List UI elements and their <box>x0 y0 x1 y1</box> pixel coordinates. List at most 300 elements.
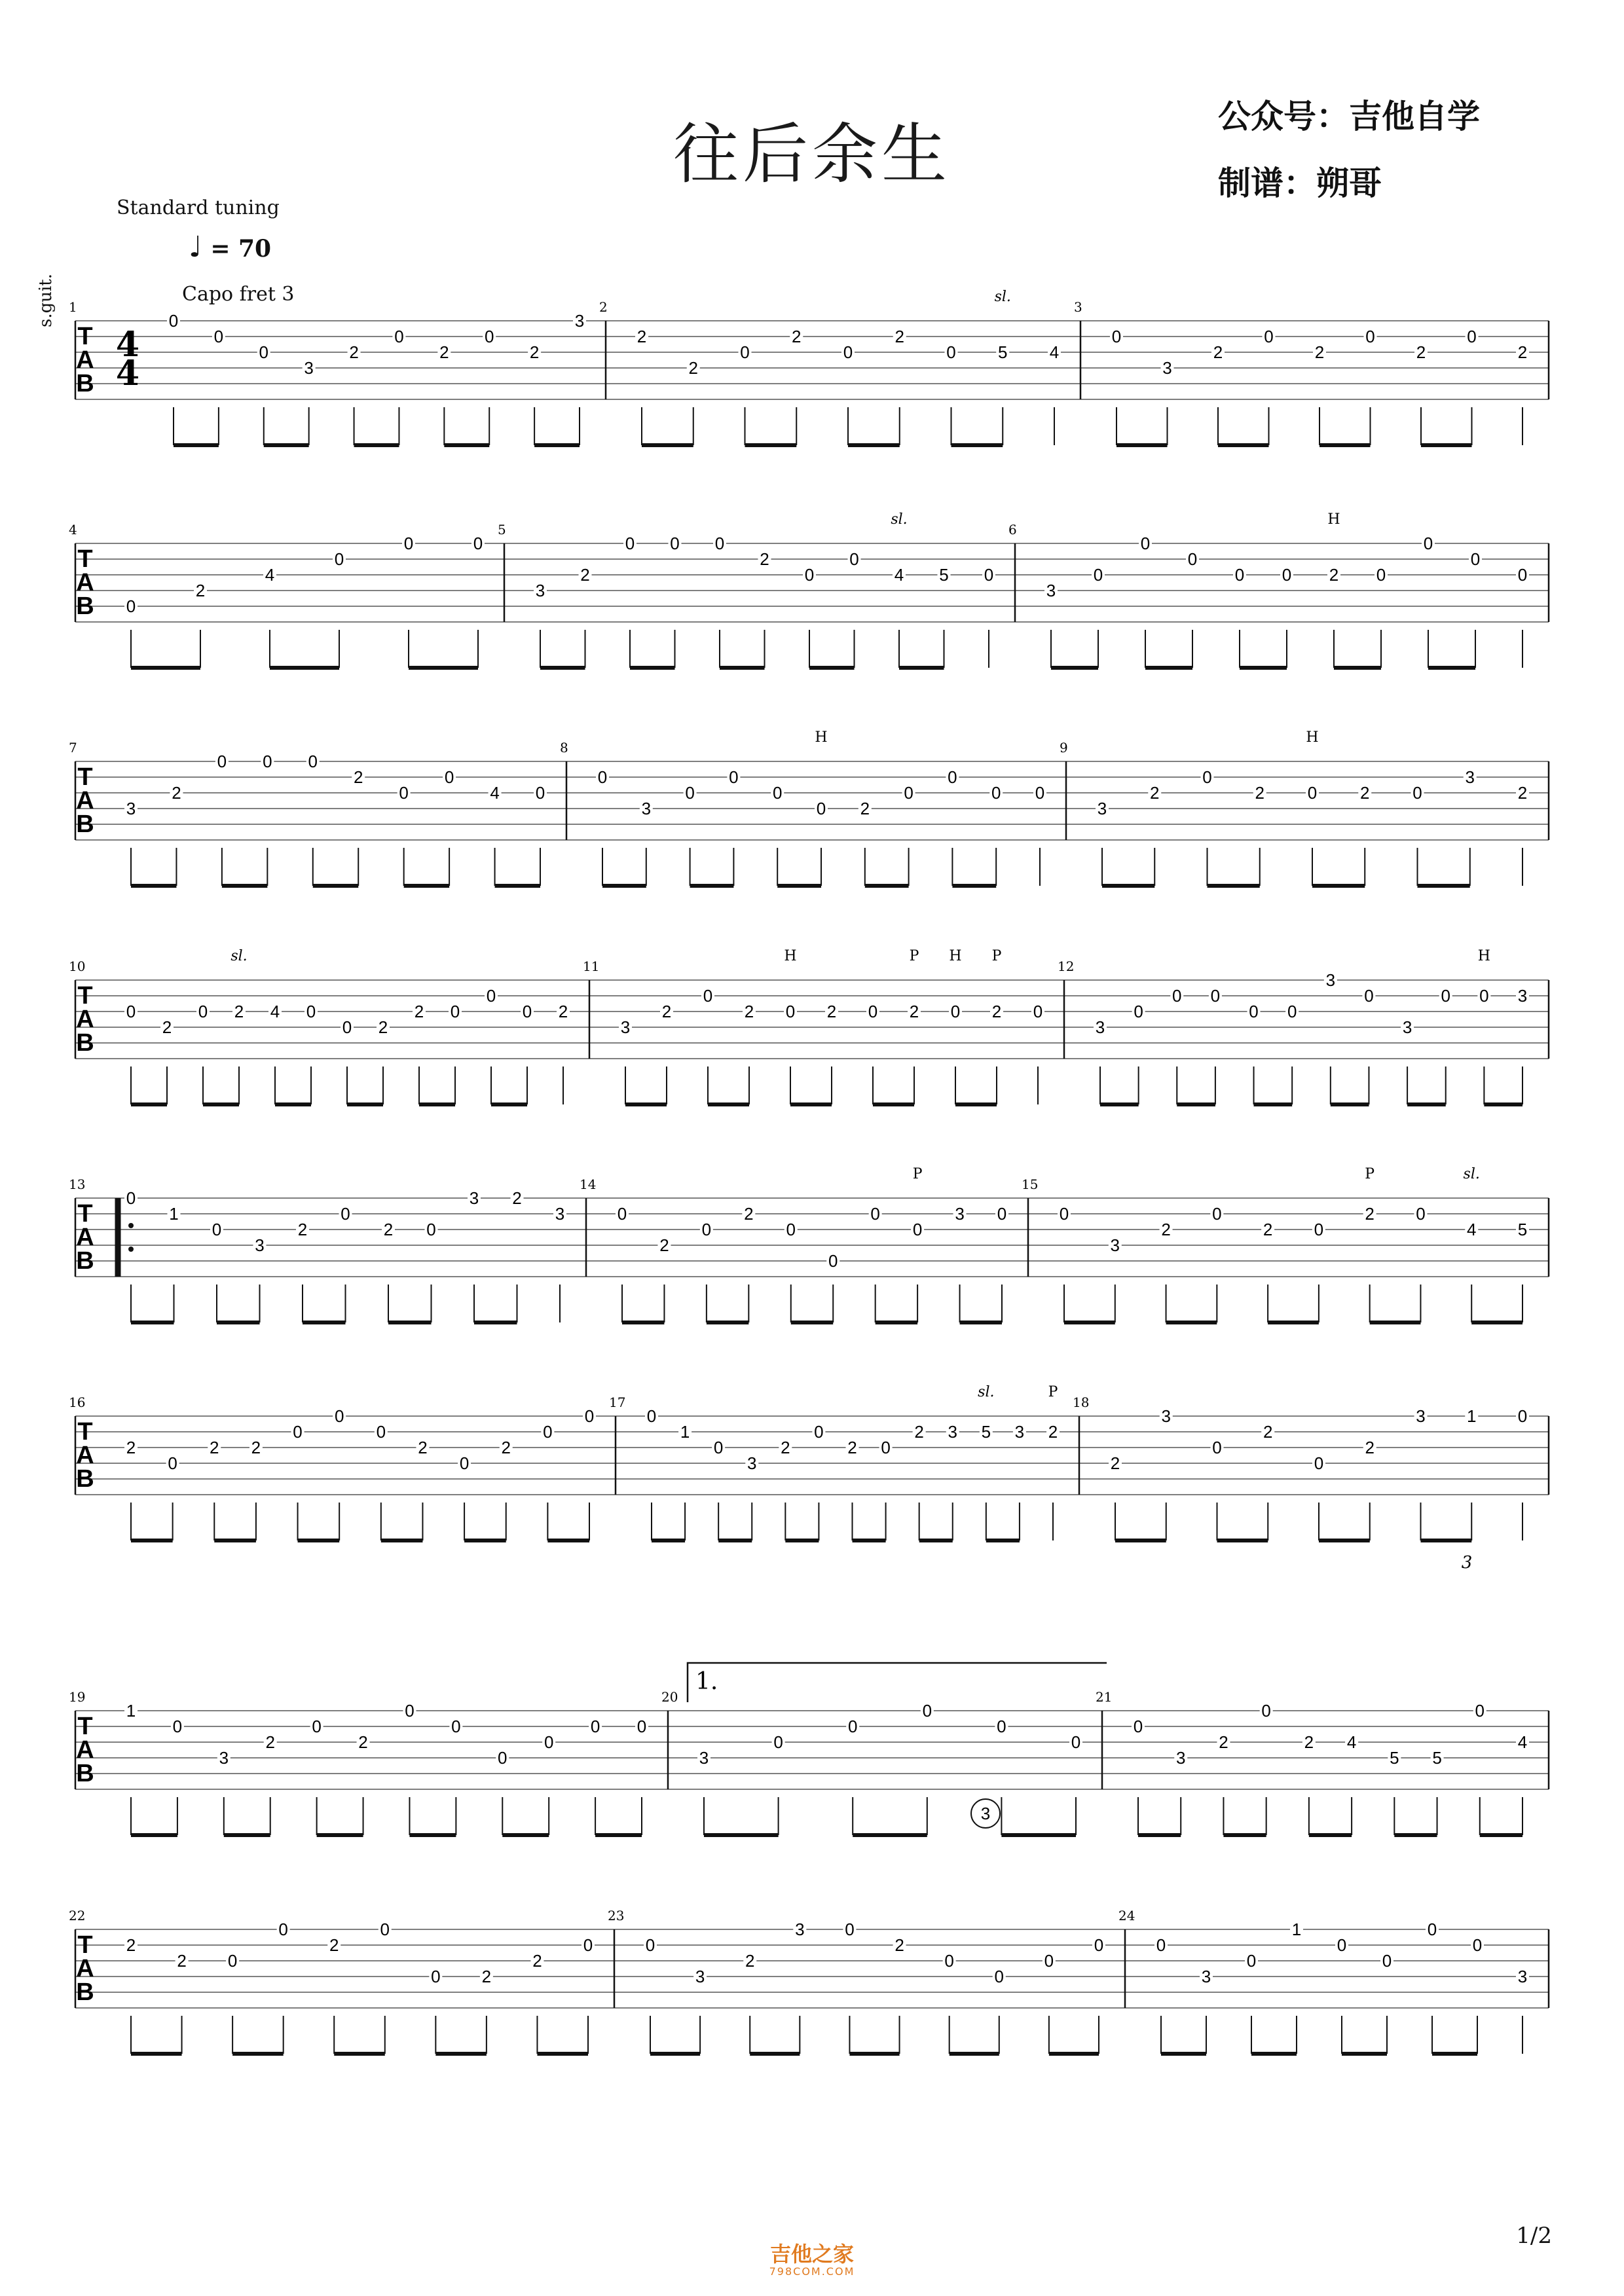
fret-number: 2 <box>126 1935 136 1955</box>
fret-number: 2 <box>1213 342 1223 362</box>
fret-number: 3 <box>695 1967 705 1986</box>
fret-number: 1 <box>680 1422 690 1442</box>
measure-number: 4 <box>69 522 77 538</box>
fret-number: 0 <box>904 783 913 803</box>
fret-number: 3 <box>1162 358 1172 378</box>
fret-number: 2 <box>688 358 698 378</box>
fret-number: 2 <box>414 1002 424 1021</box>
fret-number: 2 <box>1517 342 1528 362</box>
fret-number: 0 <box>212 1220 222 1239</box>
fret-number: 0 <box>729 767 739 787</box>
fret-number: 0 <box>1365 327 1375 346</box>
fret-number: 0 <box>376 1422 386 1442</box>
fret-number: 0 <box>948 767 957 787</box>
fret-number: 2 <box>1263 1422 1273 1442</box>
fret-number: 0 <box>1210 986 1221 1006</box>
fret-number: 0 <box>994 1967 1005 1986</box>
fret-number: 0 <box>1467 327 1477 346</box>
fret-number: 0 <box>637 1717 647 1736</box>
fret-number: 2 <box>1263 1220 1273 1239</box>
song-title: 往后余生 <box>673 116 951 192</box>
watermark-logo: 吉他之家 <box>769 2242 854 2267</box>
fret-number: 3 <box>1014 1422 1025 1442</box>
fret-number: 3 <box>1046 581 1056 600</box>
tab-letter: B <box>76 1029 94 1057</box>
repeat-dot <box>128 1223 134 1228</box>
tuplet-number: 3 <box>1461 1553 1473 1573</box>
wechat-credit: 公众号：吉他自学 <box>1218 98 1480 136</box>
fret-number: 2 <box>580 565 590 585</box>
fret-number: 3 <box>1095 1017 1105 1037</box>
technique-mark: P <box>1048 1384 1058 1400</box>
fret-number: 2 <box>860 799 870 818</box>
fret-number: 0 <box>1307 783 1318 803</box>
fret-number: 0 <box>498 1748 507 1768</box>
measure-number: 24 <box>1118 1908 1135 1923</box>
fret-number: 0 <box>535 783 545 803</box>
measure-number: 2 <box>599 299 608 315</box>
fret-number: 2 <box>1304 1732 1314 1752</box>
tab-letter: A <box>76 1442 94 1469</box>
fret-number: 0 <box>1212 1438 1222 1457</box>
technique-mark: H <box>815 729 828 746</box>
technique-mark: sl. <box>994 289 1011 305</box>
fret-number: 2 <box>126 1438 136 1457</box>
fret-number: 0 <box>278 1920 288 1939</box>
fret-number: 3 <box>1402 1017 1412 1037</box>
circled-string-number: 3 <box>980 1804 991 1823</box>
measure-number: 20 <box>661 1689 678 1705</box>
fret-number: 3 <box>574 311 585 331</box>
fret-number: 0 <box>168 1453 177 1473</box>
measure-number: 9 <box>1060 740 1068 756</box>
fret-number: 2 <box>172 783 181 803</box>
technique-mark: H <box>949 948 962 964</box>
fret-number: 4 <box>270 1002 280 1021</box>
fret-number: 0 <box>1472 1935 1483 1955</box>
fret-number: 3 <box>795 1920 805 1939</box>
fret-number: 0 <box>1093 565 1103 585</box>
fret-number: 2 <box>760 549 769 569</box>
fret-number: 2 <box>1150 783 1160 803</box>
tab-letter: T <box>77 1713 93 1740</box>
technique-mark: sl. <box>978 1384 995 1400</box>
measure-number: 18 <box>1073 1394 1090 1410</box>
fret-number: 0 <box>213 327 224 346</box>
fret-number: 0 <box>814 1422 824 1442</box>
repeat-dot <box>128 1247 134 1252</box>
measure-number: 10 <box>69 958 86 974</box>
technique-mark: H <box>784 948 797 964</box>
fret-number: 0 <box>597 767 608 787</box>
fret-number: 0 <box>1364 986 1374 1006</box>
fret-number: 3 <box>1465 767 1475 787</box>
tab-letter: B <box>76 811 94 838</box>
fret-number: 3 <box>1201 1967 1211 1986</box>
fret-number: 0 <box>217 752 227 771</box>
fret-number: 2 <box>512 1188 522 1208</box>
fret-number: 0 <box>1035 783 1045 803</box>
fret-number: 0 <box>168 311 179 331</box>
measure-number: 17 <box>609 1394 626 1410</box>
fret-number: 2 <box>637 327 647 346</box>
fret-number: 2 <box>991 1002 1002 1021</box>
fret-number: 0 <box>849 549 859 569</box>
fret-number: 0 <box>645 1935 655 1955</box>
fret-number: 4 <box>1517 1732 1528 1752</box>
measure-number: 16 <box>69 1394 86 1410</box>
fret-number: 0 <box>126 596 136 616</box>
fret-number: 0 <box>685 783 695 803</box>
fret-number: 0 <box>334 549 344 569</box>
fret-number: 0 <box>1212 1204 1222 1224</box>
fret-number: 3 <box>469 1188 479 1208</box>
fret-number: 0 <box>308 752 318 771</box>
measure-number: 7 <box>69 740 77 756</box>
transcriber-credit: 制谱：朔哥 <box>1218 164 1382 202</box>
fret-number: 0 <box>997 1717 1006 1736</box>
tab-letter: A <box>76 1224 94 1251</box>
fret-number: 0 <box>1156 1935 1166 1955</box>
technique-mark: sl. <box>231 948 248 964</box>
time-signature-digit: 4 <box>115 354 140 393</box>
measure-number: 5 <box>498 522 506 538</box>
fret-number: 0 <box>1202 767 1212 787</box>
technique-mark: P <box>912 1166 923 1182</box>
fret-number: 2 <box>792 327 802 346</box>
measure-number: 12 <box>1058 958 1075 974</box>
fret-number: 0 <box>227 1951 238 1971</box>
tab-letter: B <box>76 1465 94 1493</box>
fret-number: 0 <box>1071 1732 1081 1752</box>
fret-number: 0 <box>922 1701 932 1721</box>
fret-number: 2 <box>501 1438 511 1457</box>
technique-mark: sl. <box>1463 1166 1480 1182</box>
fret-number: 3 <box>304 358 314 378</box>
technique-mark: H <box>1477 948 1490 964</box>
fret-number: 0 <box>431 1967 441 1986</box>
volta-label: 1. <box>695 1668 718 1695</box>
fret-number: 0 <box>259 342 269 362</box>
fret-number: 0 <box>617 1204 627 1224</box>
fret-number: 3 <box>1097 799 1107 818</box>
fret-number: 2 <box>195 581 206 600</box>
tab-letter: A <box>76 569 94 596</box>
fret-number: 5 <box>939 565 949 585</box>
fret-number: 2 <box>744 1002 754 1021</box>
fret-number: 0 <box>342 1017 352 1037</box>
fret-number: 2 <box>529 342 540 362</box>
fret-number: 0 <box>845 1920 855 1939</box>
fret-number: 1 <box>126 1701 136 1721</box>
fret-number: 0 <box>1441 986 1450 1006</box>
fret-number: 2 <box>659 1235 669 1255</box>
fret-number: 0 <box>473 534 483 553</box>
fret-number: 0 <box>126 1188 136 1208</box>
fret-number: 2 <box>781 1438 790 1457</box>
tab-letter: T <box>77 1931 93 1959</box>
fret-number: 0 <box>451 1717 461 1736</box>
tab-letter: B <box>76 370 94 397</box>
fret-number: 1 <box>169 1204 179 1224</box>
fret-number: 3 <box>1517 1967 1528 1986</box>
fret-number: 0 <box>984 565 994 585</box>
fret-number: 0 <box>646 1406 657 1426</box>
tab-letter: A <box>76 787 94 814</box>
fret-number: 0 <box>1187 549 1198 569</box>
tab-letter: A <box>76 346 94 374</box>
tab-letter: A <box>76 1006 94 1033</box>
fret-number: 0 <box>670 534 680 553</box>
fret-number: 0 <box>1059 1204 1069 1224</box>
fret-number: 3 <box>535 581 545 600</box>
fret-number: 0 <box>1033 1002 1043 1021</box>
fret-number: 3 <box>699 1748 709 1768</box>
quarter-note-icon: ♩ <box>189 230 202 264</box>
fret-number: 2 <box>1360 783 1370 803</box>
fret-number: 2 <box>349 342 359 362</box>
measure-number: 21 <box>1096 1689 1113 1705</box>
fret-number: 2 <box>1110 1453 1120 1473</box>
fret-number: 4 <box>490 783 500 803</box>
measure-number: 3 <box>1074 299 1082 315</box>
fret-number: 0 <box>426 1220 436 1239</box>
fret-number: 2 <box>297 1220 308 1239</box>
fret-number: 2 <box>895 1935 904 1955</box>
technique-mark: P <box>1365 1166 1375 1182</box>
fret-number: 2 <box>358 1732 368 1752</box>
fret-number: 0 <box>1249 1002 1259 1021</box>
measure-number: 14 <box>580 1176 597 1192</box>
fret-number: 0 <box>1044 1951 1054 1971</box>
fret-number: 0 <box>543 1422 553 1442</box>
tab-letter: T <box>77 982 93 1010</box>
fret-number: 2 <box>383 1220 394 1239</box>
fret-number: 0 <box>293 1422 303 1442</box>
fret-number: 0 <box>1287 1002 1297 1021</box>
fret-number: 0 <box>1094 1935 1104 1955</box>
fret-number: 4 <box>894 565 904 585</box>
fret-number: 0 <box>263 752 272 771</box>
fret-number: 0 <box>881 1438 891 1457</box>
fret-number: 0 <box>1140 534 1151 553</box>
fret-number: 0 <box>1416 1204 1426 1224</box>
fret-number: 0 <box>1172 986 1182 1006</box>
fret-number: 3 <box>620 1017 631 1037</box>
fret-number: 0 <box>816 799 826 818</box>
fret-number: 5 <box>981 1422 991 1442</box>
fret-number: 2 <box>210 1438 219 1457</box>
measure-number: 22 <box>69 1908 86 1923</box>
tab-letter: B <box>76 1760 94 1787</box>
measure-number: 13 <box>69 1176 86 1192</box>
fret-number: 5 <box>1517 1220 1528 1239</box>
fret-number: 0 <box>703 986 713 1006</box>
fret-number: 0 <box>126 1002 136 1021</box>
fret-number: 0 <box>1246 1951 1257 1971</box>
fret-number: 3 <box>1416 1406 1426 1426</box>
measure-number: 11 <box>583 958 600 974</box>
fret-number: 2 <box>378 1017 388 1037</box>
fret-number: 2 <box>745 1951 755 1971</box>
fret-number: 2 <box>914 1422 924 1442</box>
fret-number: 0 <box>772 783 783 803</box>
fret-number: 2 <box>1048 1422 1058 1442</box>
technique-mark: H <box>1306 729 1319 746</box>
fret-number: 0 <box>773 1732 783 1752</box>
tab-letter: A <box>76 1736 94 1764</box>
fret-number: 2 <box>1365 1438 1375 1457</box>
fret-number: 0 <box>403 534 414 553</box>
fret-number: 0 <box>1412 783 1422 803</box>
fret-number: 2 <box>826 1002 837 1021</box>
fret-number: 0 <box>1133 1717 1143 1736</box>
fret-number: 0 <box>1337 1935 1347 1955</box>
fret-number: 0 <box>847 1717 858 1736</box>
fret-number: 0 <box>459 1453 470 1473</box>
fret-number: 3 <box>948 1422 957 1442</box>
tab-letter: T <box>77 323 93 350</box>
tab-letter: A <box>76 1955 94 1982</box>
fret-number: 1 <box>1467 1406 1477 1426</box>
watermark-url: 798COM.COM <box>769 2265 855 2278</box>
fret-number: 4 <box>1466 1220 1477 1239</box>
tuning-label: Standard tuning <box>117 196 280 219</box>
fret-number: 0 <box>486 986 496 1006</box>
fret-number: 5 <box>1432 1748 1442 1768</box>
fret-number: 0 <box>785 1002 796 1021</box>
fret-number: 3 <box>641 799 652 818</box>
fret-number: 0 <box>306 1002 316 1021</box>
fret-number: 2 <box>177 1951 187 1971</box>
fret-number: 1 <box>1291 1920 1302 1939</box>
fret-number: 2 <box>418 1438 428 1457</box>
fret-number: 0 <box>1261 1701 1271 1721</box>
fret-number: 3 <box>1517 986 1528 1006</box>
fret-number: 0 <box>1382 1951 1392 1971</box>
tab-letter: T <box>77 1418 93 1446</box>
fret-number: 0 <box>334 1406 344 1426</box>
fret-number: 0 <box>544 1732 554 1752</box>
technique-mark: sl. <box>891 511 908 528</box>
fret-number: 2 <box>895 327 904 346</box>
fret-number: 0 <box>843 342 853 362</box>
fret-number: 3 <box>1110 1235 1120 1255</box>
measure-number: 6 <box>1008 522 1017 538</box>
fret-number: 2 <box>439 342 449 362</box>
fret-number: 2 <box>481 1967 492 1986</box>
fret-number: 2 <box>1416 342 1426 362</box>
tempo-value: = 70 <box>210 235 272 263</box>
fret-number: 0 <box>450 1002 460 1021</box>
fret-number: 0 <box>590 1717 600 1736</box>
fret-number: 0 <box>484 327 494 346</box>
fret-number: 0 <box>444 767 454 787</box>
fret-number: 0 <box>1314 1453 1324 1473</box>
fret-number: 2 <box>744 1204 754 1224</box>
fret-number: 0 <box>1234 565 1245 585</box>
fret-number: 2 <box>909 1002 919 1021</box>
tab-letter: T <box>77 545 93 573</box>
fret-number: 0 <box>1475 1701 1485 1721</box>
fret-number: 2 <box>1365 1204 1375 1224</box>
fret-number: 5 <box>998 342 1008 362</box>
fret-number: 0 <box>804 565 815 585</box>
measure-number: 15 <box>1022 1176 1039 1192</box>
fret-number: 2 <box>1329 565 1339 585</box>
tab-letter: B <box>76 1247 94 1275</box>
fret-number: 0 <box>1427 1920 1437 1939</box>
fret-number: 3 <box>126 799 136 818</box>
fret-number: 0 <box>312 1717 322 1736</box>
fret-number: 3 <box>555 1204 565 1224</box>
fret-number: 0 <box>172 1717 183 1736</box>
fret-number: 0 <box>584 1406 595 1426</box>
tab-letter: T <box>77 763 93 791</box>
fret-number: 3 <box>255 1235 265 1255</box>
fret-number: 3 <box>747 1453 757 1473</box>
fret-number: 0 <box>912 1220 923 1239</box>
fret-number: 2 <box>1517 783 1528 803</box>
fret-number: 2 <box>661 1002 672 1021</box>
fret-number: 2 <box>265 1732 275 1752</box>
fret-number: 0 <box>828 1251 838 1271</box>
fret-number: 0 <box>713 1438 724 1457</box>
fret-number: 3 <box>1161 1406 1171 1426</box>
fret-number: 3 <box>1325 970 1336 990</box>
fret-number: 4 <box>1049 342 1060 362</box>
fret-number: 0 <box>944 1951 954 1971</box>
fret-number: 2 <box>558 1002 568 1021</box>
fret-number: 2 <box>532 1951 542 1971</box>
technique-mark: P <box>909 948 919 964</box>
fret-number: 0 <box>868 1002 878 1021</box>
fret-number: 0 <box>583 1935 593 1955</box>
fret-number: 2 <box>251 1438 261 1457</box>
fret-number: 0 <box>1111 327 1122 346</box>
technique-mark: H <box>1327 511 1340 528</box>
fret-number: 0 <box>198 1002 208 1021</box>
fret-number: 0 <box>1479 986 1489 1006</box>
fret-number: 0 <box>870 1204 880 1224</box>
measure-number: 19 <box>69 1689 86 1705</box>
measure-number: 8 <box>560 740 568 756</box>
fret-number: 2 <box>353 767 363 787</box>
fret-number: 0 <box>1376 565 1386 585</box>
fret-number: 4 <box>265 565 275 585</box>
fret-number: 0 <box>1314 1220 1324 1239</box>
fret-number: 3 <box>955 1204 965 1224</box>
instrument-label: s.guit. <box>36 273 56 327</box>
fret-number: 2 <box>847 1438 857 1457</box>
fret-number: 0 <box>341 1204 350 1224</box>
measure-number: 23 <box>608 1908 625 1923</box>
fret-number: 2 <box>329 1935 339 1955</box>
fret-number: 0 <box>1282 565 1292 585</box>
tab-letter: B <box>76 1978 94 2006</box>
fret-number: 0 <box>1470 549 1481 569</box>
fret-number: 2 <box>162 1017 172 1037</box>
capo-label: Capo fret 3 <box>182 283 295 306</box>
fret-number: 0 <box>625 534 635 553</box>
time-signature-digit: 4 <box>115 325 140 365</box>
fret-number: 0 <box>1134 1002 1143 1021</box>
fret-number: 0 <box>786 1220 796 1239</box>
fret-number: 0 <box>1264 327 1274 346</box>
fret-number: 0 <box>950 1002 961 1021</box>
fret-number: 2 <box>1161 1220 1171 1239</box>
fret-number: 0 <box>1517 1406 1528 1426</box>
